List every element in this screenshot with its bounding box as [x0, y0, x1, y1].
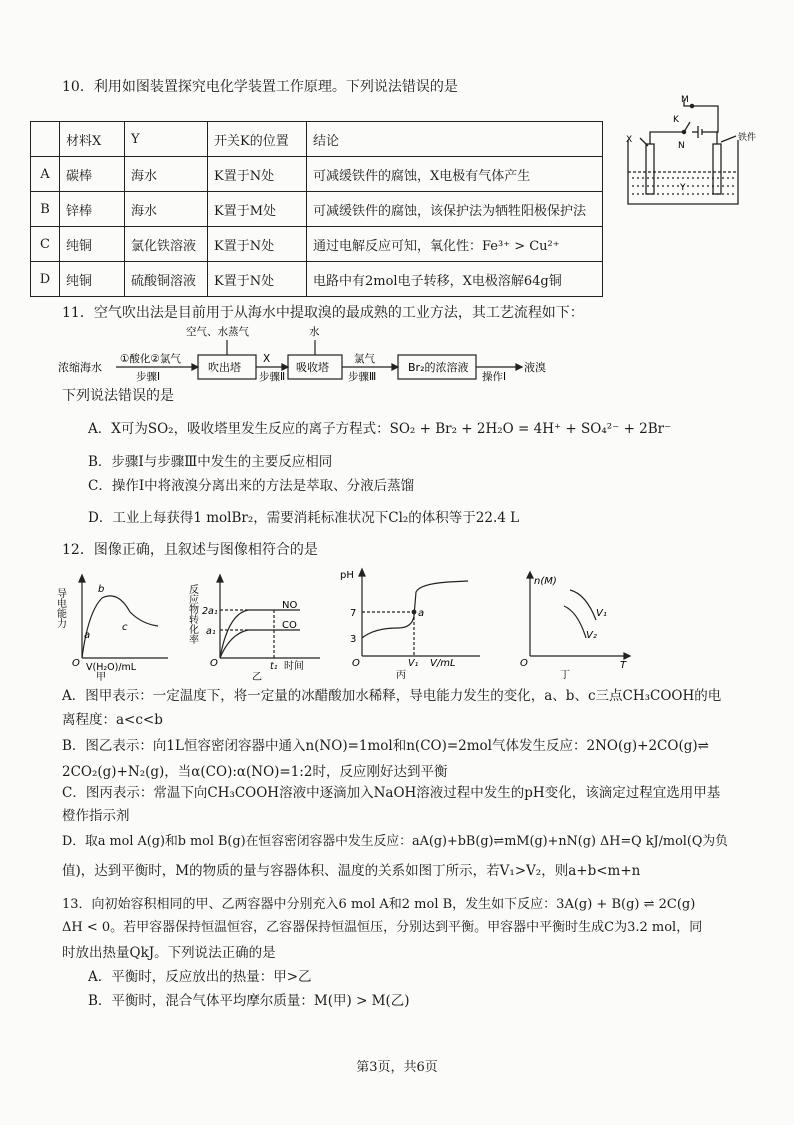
label-n: N — [678, 141, 685, 151]
table-cell: D — [31, 262, 60, 297]
graph-ding-name: 丁 — [560, 670, 570, 681]
graph-ding-v1: V₁ — [596, 608, 607, 619]
q13-line3: 时放出热量QkJ。下列说法正确的是 — [62, 945, 276, 961]
graph-jia — [54, 572, 178, 683]
electrochem-apparatus-figure — [618, 92, 778, 212]
graph-ding-ylabel: n(M) — [534, 576, 557, 587]
table-cell: 氯化铁溶液 — [125, 227, 208, 262]
label-k: K — [673, 115, 679, 125]
table-cell: 可减缓铁件的腐蚀，X电极有气体产生 — [307, 157, 603, 192]
graph-bing-name: 丙 — [396, 670, 406, 681]
table-cell: 通过电解反应可知，氧化性：Fe³⁺ > Cu²⁺ — [307, 227, 603, 262]
graph-ding-v2: V₂ — [586, 630, 597, 641]
graph-yi-xlabel: 时间 — [284, 661, 304, 672]
graph-yi-co: CO — [282, 620, 297, 631]
table-cell: K置于N处 — [208, 262, 307, 297]
flow-box1-input: 空气、水蒸气 — [186, 326, 249, 338]
table-row — [31, 192, 603, 227]
table-cell: K置于N处 — [208, 157, 307, 192]
graph-ding-origin: O — [520, 658, 528, 669]
graph-bing-ylabel: pH — [340, 570, 354, 581]
q13-option-a: A．平衡时，反应放出的热量：甲>乙 — [88, 969, 312, 985]
q12-option-c-line1: C．图丙表示：常温下向CH₃COOH溶液中逐滴加入NaOH溶液过程中发生的pH变化，该滴定过程宜选用甲基 — [62, 785, 721, 801]
label-y: Y — [680, 183, 686, 193]
flow-step3-top: 氯气 — [354, 353, 375, 365]
graph-jia-b: b — [98, 584, 105, 595]
graph-yi-no: NO — [282, 600, 298, 611]
table-cell: 碳棒 — [60, 157, 125, 192]
q12-option-b-line1: B．图乙表示：向1L恒容密闭容器中通入n(NO)=1mol和n(CO)=2mol气体发生反应：2NO(g)+2CO(g)⇌ — [62, 738, 709, 754]
table-cell — [31, 122, 60, 157]
table-cell: 可减缓铁件的腐蚀，该保护法为牺牲阳极保护法 — [307, 192, 603, 227]
flow-end: 液溴 — [524, 361, 546, 374]
graph-yi-y2: a₁ — [206, 626, 216, 637]
graph-yi-origin: O — [210, 658, 218, 669]
q11-option-d: D．工业上每获得1 molBr₂，需要消耗标准状况下Cl₂的体积等于22.4 L — [88, 510, 520, 526]
q13-option-b: B．平衡时，混合气体平均摩尔质量：M(甲) > M(乙) — [88, 993, 410, 1009]
table-cell: C — [31, 227, 60, 262]
table-cell: 开关K的位置 — [208, 122, 307, 157]
graph-bing-a: a — [418, 608, 425, 619]
graph-jia-origin: O — [72, 658, 80, 669]
q12-option-b-line2: 2CO₂(g)+N₂(g)，当α(CO):α(NO)=1:2时，反应刚好达到平衡 — [62, 764, 448, 780]
table-cell: 锌棒 — [60, 192, 125, 227]
q10-table — [30, 121, 603, 297]
graph-bing-y7: 7 — [350, 608, 357, 619]
flow-box2: 吸收塔 — [296, 361, 329, 374]
q11-option-a: A．X可为SO₂，吸收塔里发生反应的离子方程式：SO₂ + Br₂ + 2H₂O = 4H⁺ + SO₄²⁻ + 2Br⁻ — [88, 421, 672, 437]
table-cell: Y — [125, 122, 208, 157]
graph-bing-v1: V₁ — [408, 658, 419, 669]
graph-jia-c: c — [122, 622, 128, 633]
table-header-row — [31, 122, 603, 157]
q12-option-a-line2: 离程度：a<c<b — [62, 712, 163, 728]
table-row — [31, 262, 603, 297]
flow-box2-input: 水 — [309, 326, 320, 338]
table-cell: 海水 — [125, 192, 208, 227]
table-cell: B — [31, 192, 60, 227]
graph-ding-xlabel: T — [620, 660, 627, 671]
flow-step3-bottom: 步骤Ⅲ — [348, 371, 377, 383]
table-cell: 电路中有2mol电子转移，X电极溶解64g铜 — [307, 262, 603, 297]
q11-stem: 11．空气吹出法是目前用于从海水中提取溴的最成熟的工业方法，其工艺流程如下： — [62, 305, 584, 321]
table-cell: K置于N处 — [208, 227, 307, 262]
graph-jia-name: 甲 — [96, 672, 106, 683]
flow-op: 操作Ⅰ — [482, 371, 507, 383]
flow-step1-bottom: 步骤Ⅰ — [136, 371, 161, 383]
table-row — [31, 227, 603, 262]
flow-step2: 步骤Ⅱ — [259, 371, 286, 383]
graph-jia-ylabel: 导电能力 — [54, 588, 66, 628]
graph-yi-ylabel: 反应物转化率 — [186, 584, 198, 644]
flow-box1: 吹出塔 — [208, 361, 241, 374]
graph-bing-xlabel: V/mL — [430, 658, 456, 669]
graph-yi-y1: 2a₁ — [202, 606, 218, 617]
graph-bing — [338, 566, 488, 680]
graph-bing-origin: O — [352, 658, 360, 669]
label-iron: 铁件 — [738, 133, 757, 143]
graph-bing-y3: 3 — [350, 634, 357, 645]
q11-option-b: B．步骤Ⅰ与步骤Ⅲ中发生的主要反应相同 — [88, 454, 333, 470]
flow-start: 浓缩海水 — [58, 361, 102, 374]
graph-yi — [186, 572, 328, 683]
table-cell: 海水 — [125, 157, 208, 192]
table-cell: 纯铜 — [60, 262, 125, 297]
q10-stem: 10．利用如图装置探究电化学装置工作原理。下列说法错误的是 — [62, 79, 458, 95]
table-row — [31, 157, 603, 192]
flow-x: X — [263, 353, 271, 365]
q12-option-a-line1: A．图甲表示：一定温度下，将一定量的冰醋酸加水稀释，导电能力发生的变化，a、b、c三点CH₃COOH的电 — [62, 688, 722, 704]
table-cell: 结论 — [307, 122, 603, 157]
graph-yi-t1: t₁ — [270, 661, 278, 672]
label-x: X — [626, 135, 633, 145]
q11-option-c: C．操作Ⅰ中将液溴分离出来的方法是萃取、分液后蒸馏 — [88, 478, 415, 494]
graph-jia-xlabel: V(H₂O)/mL — [86, 662, 137, 673]
q11-flow-diagram — [58, 322, 578, 384]
table-cell: 材料X — [60, 122, 125, 157]
table-cell: A — [31, 157, 60, 192]
graph-ding — [506, 570, 636, 680]
q13-line2: ΔH < 0。若甲容器保持恒温恒容，乙容器保持恒温恒压，分别达到平衡。甲容器中平衡时生成C为3.2 mol，同 — [62, 920, 703, 935]
flow-step1-top: ①酸化②氯气 — [120, 353, 181, 365]
q13-line1: 13．向初始容积相同的甲、乙两容器中分别充入6 mol A和2 mol B，发生如下反应：3A(g) + B(g) ⇌ 2C(g) — [62, 897, 696, 912]
table-cell: 硫酸铜溶液 — [125, 262, 208, 297]
table-cell: 纯铜 — [60, 227, 125, 262]
flow-box3: Br₂的浓溶液 — [408, 361, 469, 374]
graph-jia-a: a — [84, 630, 91, 641]
q12-stem: 12．图像正确，且叙述与图像相符合的是 — [62, 542, 318, 558]
label-m: M — [681, 95, 689, 105]
page-footer: 第3页，共6页 — [356, 1060, 438, 1075]
q12-option-d-line2: 值)，达到平衡时，M的物质的量与容器体积、温度的关系如图丁所示，若V₁>V₂，则a+b<m+n — [62, 863, 641, 879]
q11-sub: 下列说法错误的是 — [62, 388, 174, 404]
table-cell: K置于M处 — [208, 192, 307, 227]
q12-option-d-line1: D．取a mol A(g)和b mol B(g)在恒容密闭容器中发生反应：aA(g)+bB(g)⇌mM(g)+nN(g) ΔH=Q kJ/mol(Q为负 — [62, 834, 728, 849]
graph-yi-name: 乙 — [252, 672, 262, 683]
q12-option-c-line2: 橙作指示剂 — [62, 808, 130, 824]
